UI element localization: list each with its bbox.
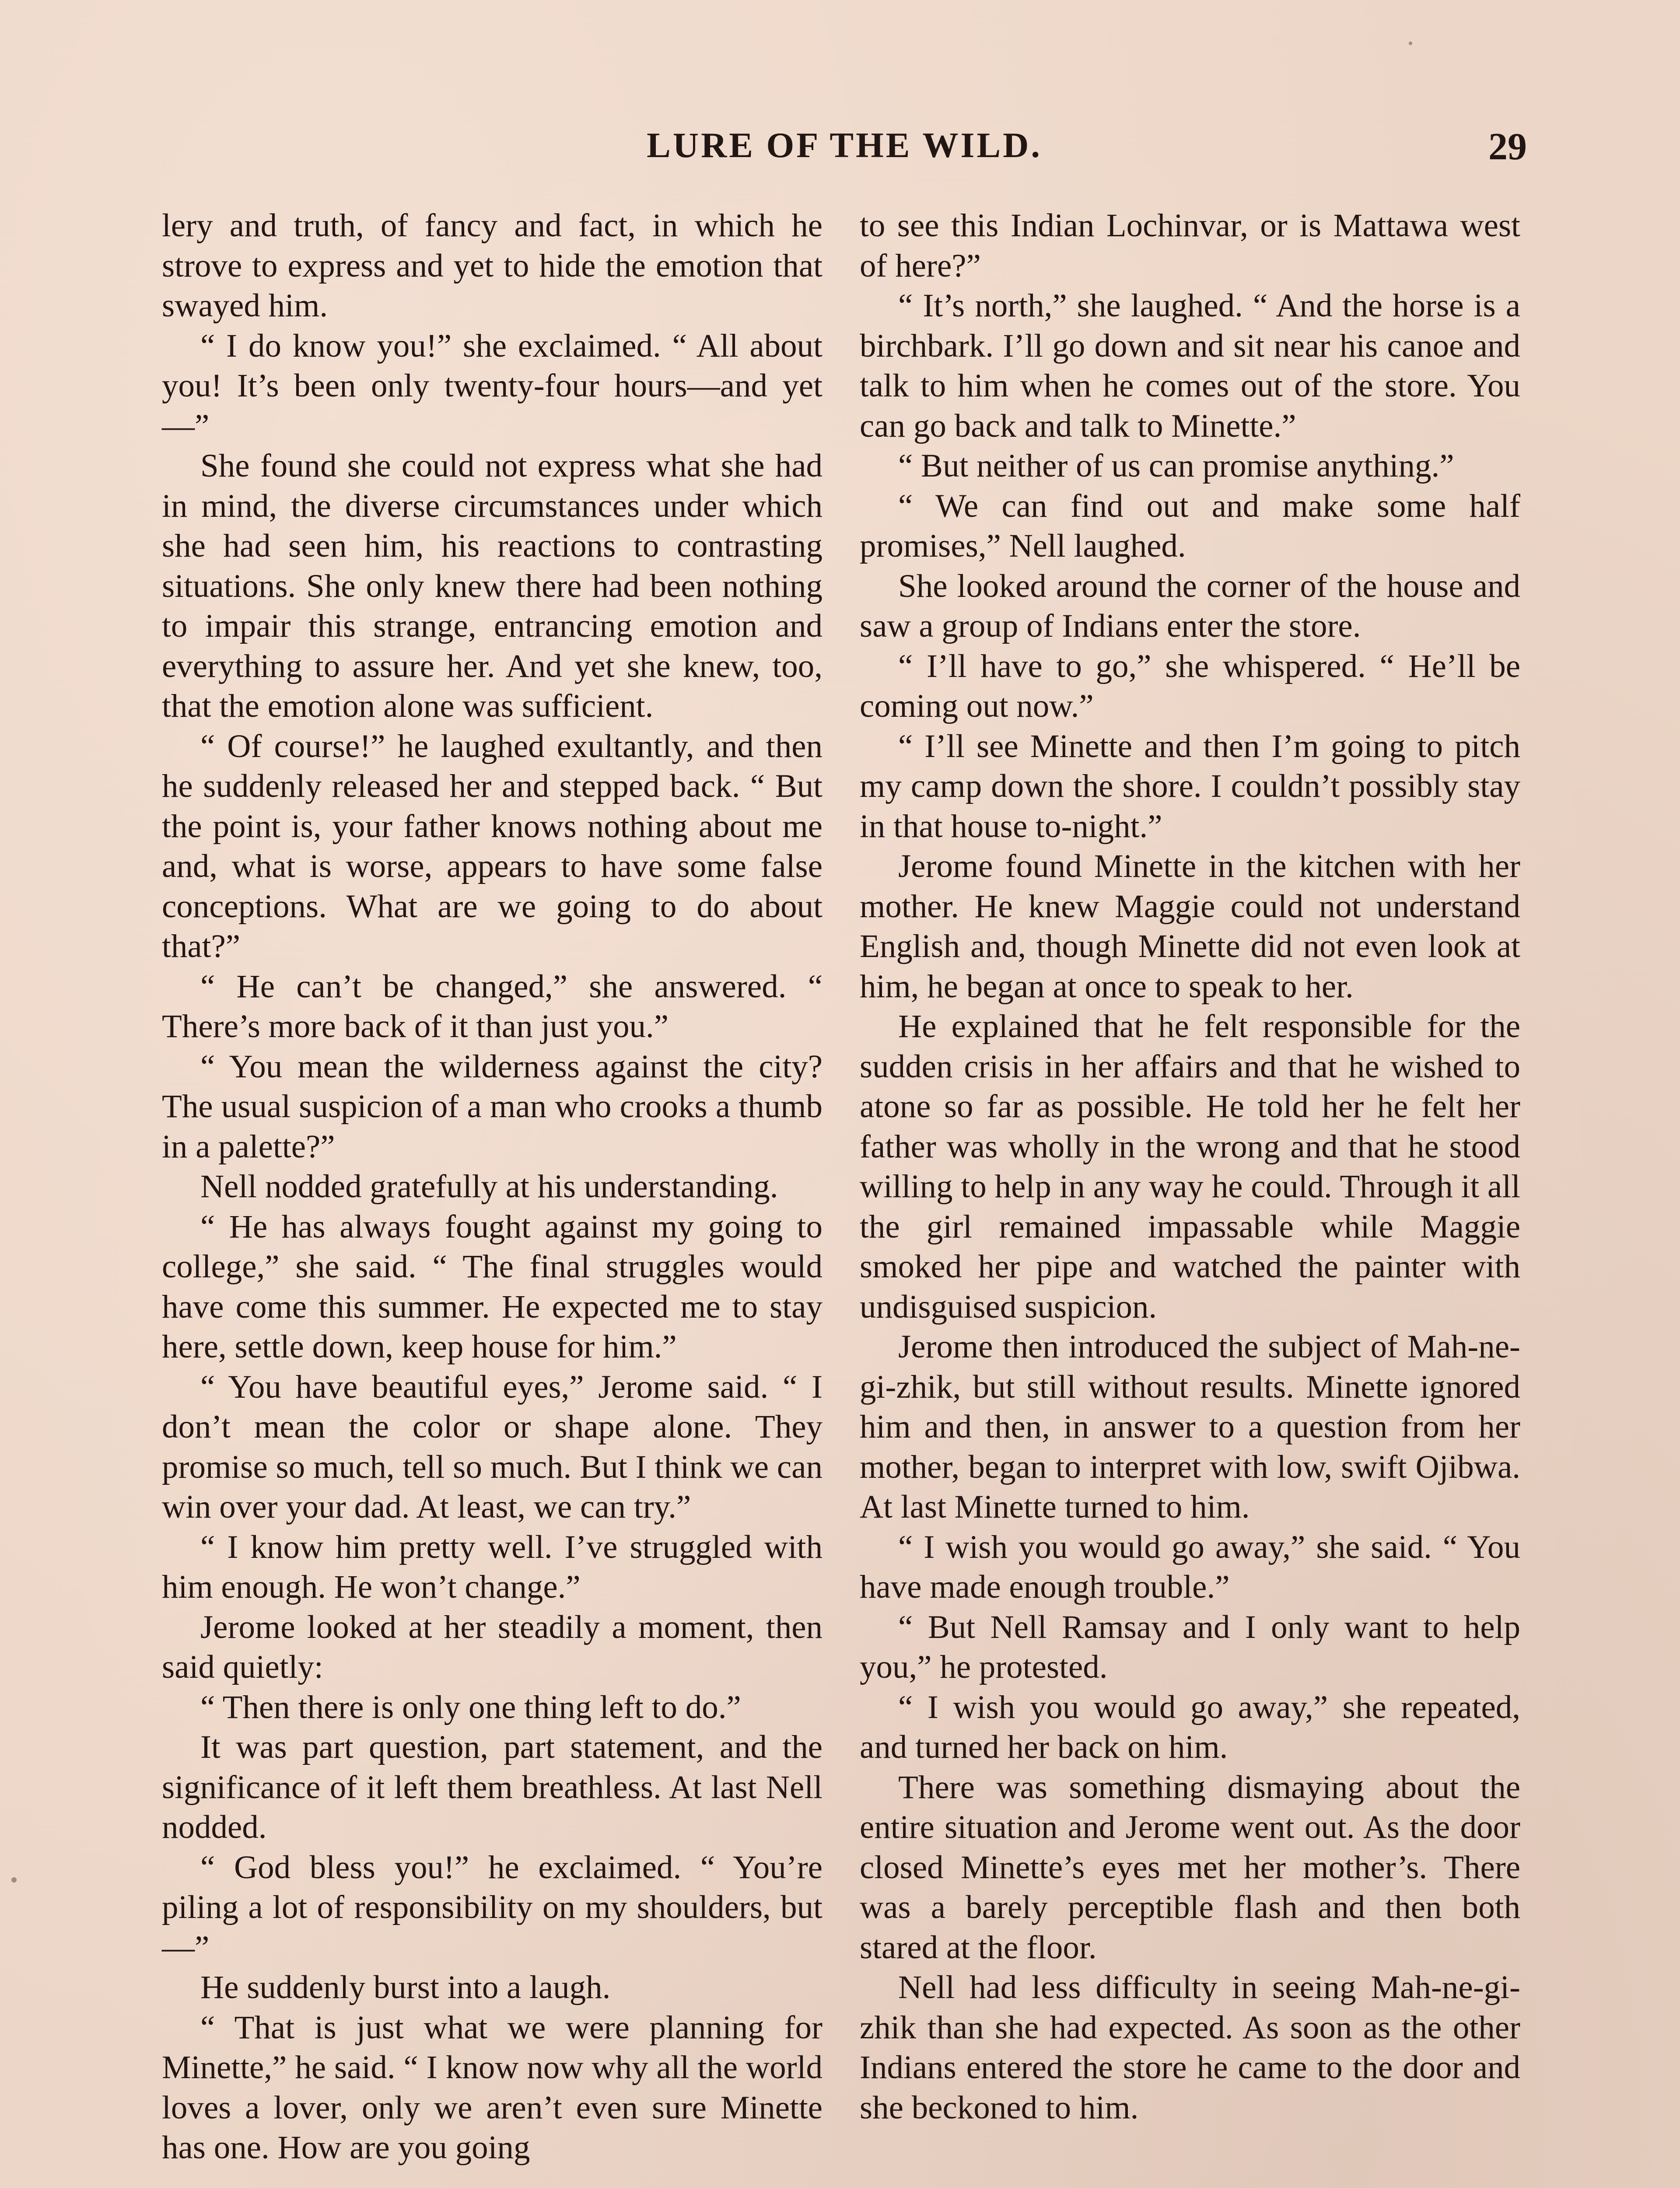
paragraph: lery and truth, of fancy and fact, in which he strove to express and yet to hide the emotion that swayed him. xyxy=(162,207,822,324)
paragraph: “ I wish you would go away,” she repeated, and turned her back on him. xyxy=(860,1689,1520,1765)
paragraph: “ But Nell Ramsay and I only want to help you,” he protested. xyxy=(860,1609,1520,1685)
paragraph: “ But neither of us can promise anything.” xyxy=(898,448,1454,484)
paragraph: Jerome found Minette in the kitchen with her mother. He knew Maggie could not understand English and, though Minette did not even look at him, he began at once to speak to her. xyxy=(860,848,1520,1005)
left-column xyxy=(162,206,822,2168)
paragraph: “ He can’t be changed,” she answered. “ There’s more back of it than just you.” xyxy=(162,968,822,1045)
paragraph: She found she could not express what she had in mind, the diverse circumstances under which she had seen him, his reactions to contrasting situations. She only knew there had been nothing to impair this strange, entrancing emotion and everything to assure her. And yet she knew, too, that the emotion alone was sufficient. xyxy=(162,448,822,724)
paragraph: “ Of course!” he laughed exultantly, and then he suddenly released her and stepped back. “ But the point is, your father knows nothing about me and, what is worse, appears to have some false conceptions. What are we going to do about that?” xyxy=(162,728,822,964)
paragraph: Jerome then introduced the subject of Mah-ne-gi-zhik, but still without results. Minette ignored him and then, in answer to a question from her mother, began to interpret with low, swift Ojibwa. At last Minette turned to him. xyxy=(860,1329,1520,1525)
paragraph: She looked around the corner of the house and saw a group of Indians enter the store. xyxy=(860,568,1520,644)
paragraph: He suddenly burst into a laugh. xyxy=(200,1969,611,2006)
paragraph: “ I wish you would go away,” she said. “ You have made enough trouble.” xyxy=(860,1529,1520,1605)
paragraph: “ I know him pretty well. I’ve struggled with him enough. He won’t change.” xyxy=(162,1529,822,1605)
paragraph: He explained that he felt responsible for the sudden crisis in her affairs and that he wished to atone so far as possible. He told her he felt her father was wholly in the wrong and that he stood willing to help in any way he could. Through it all the girl remained impassable while Maggie smoked her pipe and watched the painter with undisguised suspicion. xyxy=(860,1008,1520,1325)
paragraph: “ You mean the wilderness against the city? The usual suspicion of a man who crooks a thumb in a palette?” xyxy=(162,1048,822,1165)
paragraph: to see this Indian Lochinvar, or is Mattawa west of here?” xyxy=(860,207,1520,284)
paragraph: “ God bless you!” he exclaimed. “ You’re piling a lot of responsibility on my shoulders, but—” xyxy=(162,1849,822,1966)
page-number: 29 xyxy=(1488,126,1527,168)
paragraph: “ He has always fought against my going to college,” she said. “ The final struggles would have come this summer. He expected me to stay here, settle down, keep house for him.” xyxy=(162,1208,822,1365)
paragraph: “ You have beautiful eyes,” Jerome said. “ I don’t mean the color or shape alone. They promise so much, tell so much. But I think we can win over your dad. At least, we can try.” xyxy=(162,1368,822,1525)
paragraph: It was part question, part statement, and the significance of it left them breathless. At last Nell nodded. xyxy=(162,1729,822,1845)
paragraph: “ That is just what we were planning for Minette,” he said. “ I know now why all the world loves a lover, only we aren’t even sure Minette has one. How are you going xyxy=(162,2009,822,2166)
paragraph: “ It’s north,” she laughed. “ And the horse is a birchbark. I’ll go down and sit near his canoe and talk to him when he comes out of the store. You can go back and talk to Minette.” xyxy=(860,288,1520,444)
paragraph: Nell had less difficulty in seeing Mah-ne-gi-zhik than she had expected. As soon as the other Indians entered the store he came to the door and she beckoned to him. xyxy=(860,1969,1520,2126)
paragraph: “ I’ll have to go,” she whispered. “ He’ll be coming out now.” xyxy=(860,648,1520,724)
page-header xyxy=(162,125,1527,173)
paragraph: Nell nodded gratefully at his understanding. xyxy=(200,1168,778,1205)
paragraph: There was something dismaying about the entire situation and Jerome went out. As the door closed Minette’s eyes met her mother’s. There was a barely perceptible flash and then both stared at the floor. xyxy=(860,1769,1520,1966)
paragraph: “ I’ll see Minette and then I’m going to pitch my camp down the shore. I couldn’t possibly stay in that house to-night.” xyxy=(860,728,1520,845)
right-column xyxy=(860,206,1520,2128)
running-head: LURE OF THE WILD. xyxy=(647,125,1042,165)
paragraph: “ Then there is only one thing left to do.” xyxy=(200,1689,741,1725)
paragraph: “ We can find out and make some half promises,” Nell laughed. xyxy=(860,487,1520,564)
paper-speck xyxy=(11,1877,17,1883)
paragraph: “ I do know you!” she exclaimed. “ All about you! It’s been only twenty-four hours—and yet—” xyxy=(162,327,822,444)
paper-speck xyxy=(1409,42,1412,45)
paragraph: Jerome looked at her steadily a moment, then said quietly: xyxy=(162,1609,822,1685)
